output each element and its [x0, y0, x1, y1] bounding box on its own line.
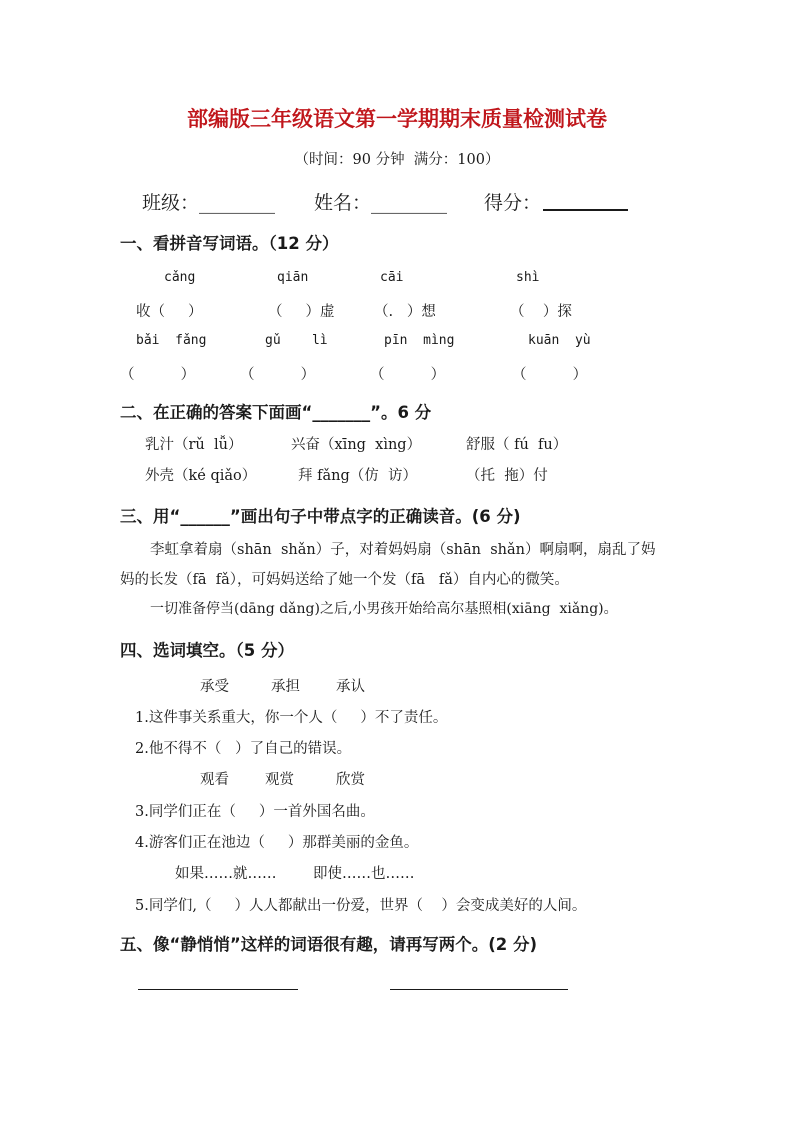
q2-item-6: （托 拖）付 [466, 468, 548, 484]
q1-pinyin-3: cāi [380, 270, 404, 285]
q4-sentence-1: 1.这件事关系重大，你一个人（ ）不了责任。 [135, 710, 448, 726]
q4-sentence-3: 3.同学们正在（ ）一首外国名曲。 [135, 804, 375, 820]
q2-item-5: 拜 fǎng（仿 访） [298, 468, 417, 484]
q1-heading: 一、看拼音写词语。（12 分） [120, 234, 339, 253]
q1-blank-4: （ ） [512, 367, 588, 383]
q5-answer-line-1 [138, 989, 298, 990]
q4-sentence-2: 2.他不得不（ ）了自己的错误。 [135, 741, 352, 757]
q1-pinyin-2: qiān [277, 270, 309, 285]
q5-answer-line-2 [390, 989, 568, 990]
q1-blank-1: （ ） [120, 367, 196, 383]
exam-time-info: （时间：90 分钟 满分：100） [294, 152, 500, 168]
q2-item-3: 舒服（ fú fu） [466, 437, 568, 453]
q1-pinyin-8: kuān yù [528, 333, 591, 348]
q1-blank-2: （ ） [240, 367, 316, 383]
q4-option-2: 承担 [271, 679, 300, 695]
q3-line-2: 妈的长发（fā fǎ），可妈妈送给了她一个发（fā fǎ）自内心的微笑。 [120, 572, 569, 588]
q1-word-3: （. ）想 [374, 304, 436, 320]
q4-option-5: 观赏 [265, 772, 294, 788]
q4-option-3: 承认 [336, 679, 365, 695]
q4-sentence-4: 4.游客们正在池边（ ）那群美丽的金鱼。 [135, 835, 419, 851]
q1-word-4: （ ）探 [510, 304, 572, 320]
q4-option-1: 承受 [200, 679, 229, 695]
score-blank-line [543, 209, 628, 211]
q1-pinyin-4: shì [516, 270, 540, 285]
q1-pinyin-7: pīn mìng [384, 333, 455, 348]
score-field-label: 得分： [484, 192, 542, 214]
q3-line-1: 李虹拿着扇（shān shǎn）子，对着妈妈扇（shān shǎn）啊扇啊，扇乱了妈 [150, 542, 656, 558]
q4-option-6: 欣赏 [336, 772, 365, 788]
q3-line-3: 一切准备停当(dāng dǎng)之后,小男孩开始给高尔基照相(xiāng xiǎng)。 [150, 601, 618, 617]
q1-pinyin-5: bǎi fǎng [136, 333, 207, 348]
q4-option-4: 观看 [200, 772, 229, 788]
q2-item-2: 兴奋（xīng xìng） [291, 437, 422, 453]
q4-option-8: 即使……也…… [313, 866, 415, 882]
q5-heading: 五、像“静悄悄”这样的词语很有趣，请再写两个。(2 分) [120, 935, 537, 954]
name-field-label: 姓名：________ [314, 192, 448, 214]
q3-heading: 三、用“______”画出句子中带点字的正确读音。(6 分) [120, 507, 521, 526]
q4-option-7: 如果……就…… [175, 866, 277, 882]
q4-sentence-5: 5.同学们,（ ）人人都献出一份爱，世界（ ）会变成美好的人间。 [135, 898, 587, 914]
q2-item-1: 乳汁（rǔ lǚ） [145, 437, 243, 453]
q1-pinyin-1: cǎng [164, 270, 196, 285]
q1-word-2: （ ）虚 [268, 304, 335, 320]
q1-blank-3: （ ） [370, 367, 446, 383]
class-field-label: 班级：________ [142, 192, 276, 214]
q2-item-4: 外壳（ké qiǎo） [145, 468, 257, 484]
q1-word-1: 收（ ） [136, 304, 203, 320]
q1-pinyin-6: gǔ lì [265, 333, 328, 348]
page-title: 部编版三年级语文第一学期期末质量检测试卷 [187, 107, 607, 131]
q2-heading: 二、在正确的答案下面画“_______”。6 分 [120, 403, 432, 422]
q4-heading: 四、选词填空。（5 分） [120, 641, 294, 660]
